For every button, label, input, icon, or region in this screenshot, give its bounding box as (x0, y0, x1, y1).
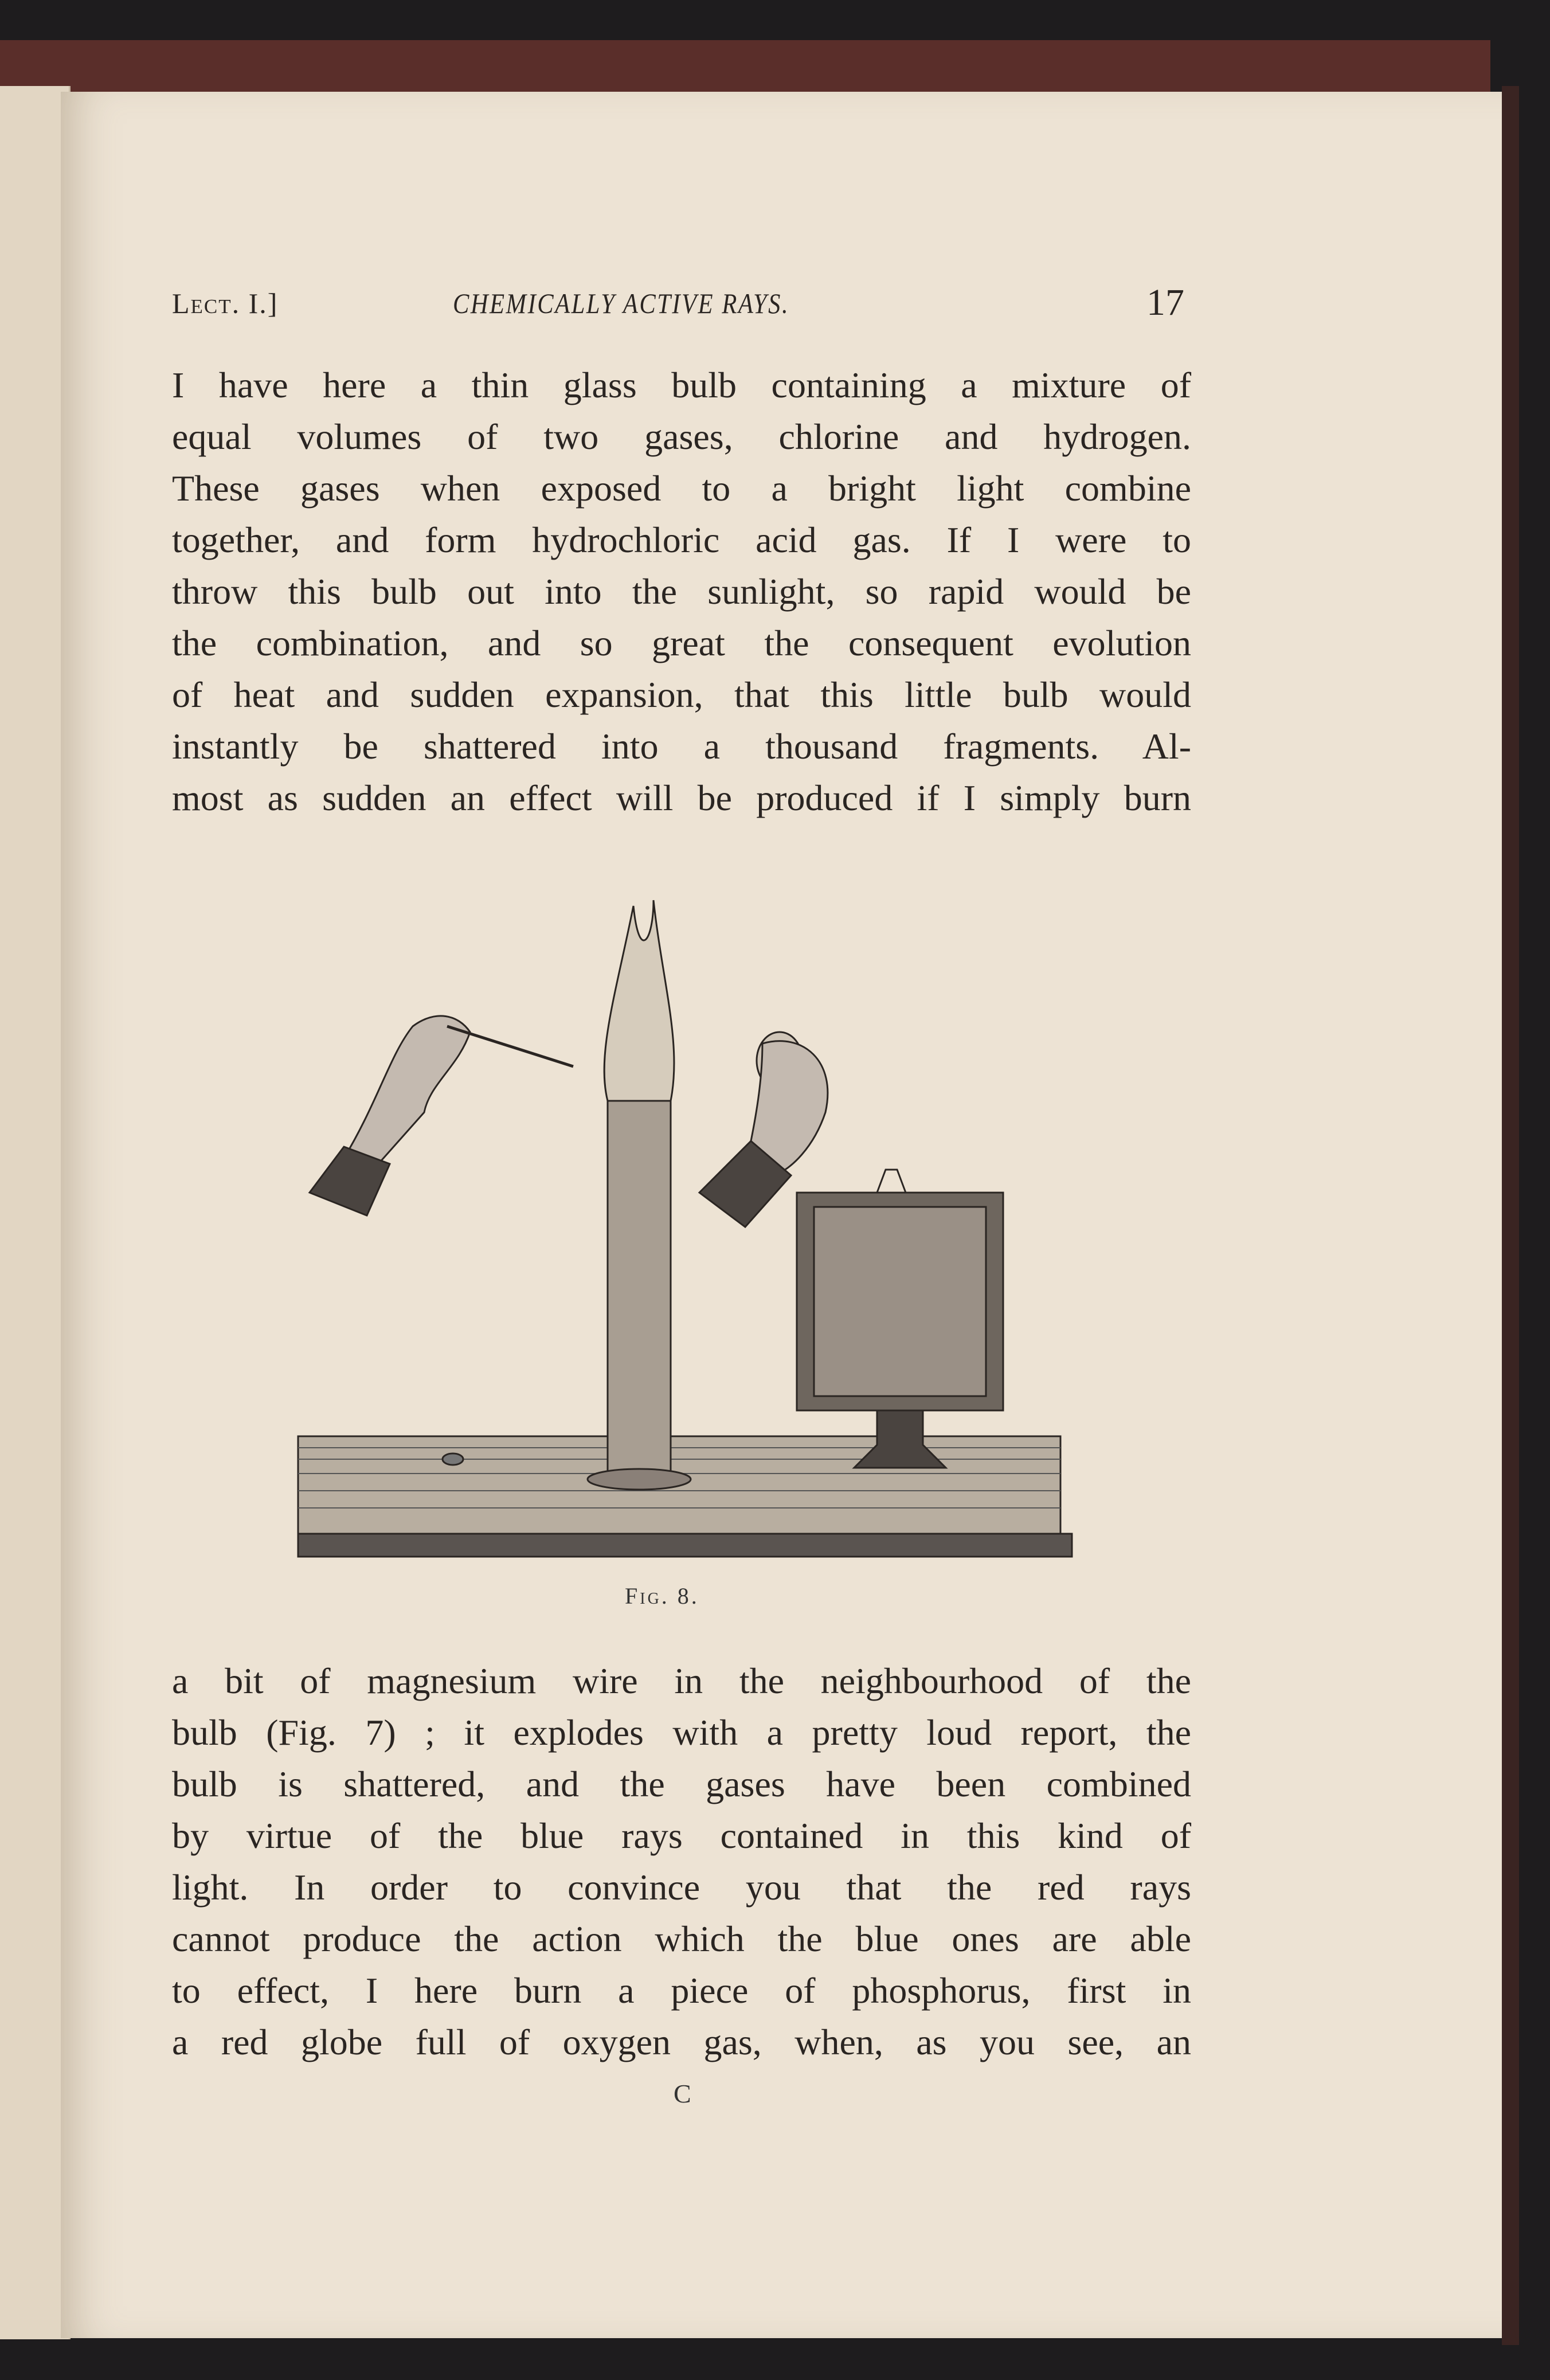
text-line: together, and form hydrochloric acid gas. If I were to (172, 519, 1191, 560)
text-line: to effect, I here burn a piece of phosphorus, first in (172, 1970, 1191, 2011)
text-line: of heat and sudden expansion, that this little bulb would (172, 674, 1191, 715)
text-line: the combination, and so great the consequent evolution (172, 623, 1191, 663)
text-line: bulb is shattered, and the gases have been combined (172, 1764, 1191, 1804)
text-line: These gases when exposed to a bright light combine (172, 468, 1191, 509)
figure-caption: Fig. 8. (625, 1583, 699, 1609)
text-line: equal volumes of two gases, chlorine and hydrogen. (172, 416, 1191, 457)
left-hand (344, 1016, 470, 1164)
text-line: I have here a thin glass bulb containing a mixture of (172, 365, 1191, 405)
facing-page-edge (0, 86, 71, 2339)
text-line: by virtue of the blue rays contained in this kind of (172, 1815, 1191, 1856)
text-line: instantly be shattered into a thousand fragments. Al- (172, 726, 1191, 767)
signature-mark: C (674, 2079, 691, 2108)
figure-8-illustration (287, 894, 1089, 1588)
running-head-lecture: Lect. I.] (172, 287, 279, 319)
glass-cylinder (608, 1101, 671, 1479)
running-head-title: CHEMICALLY ACTIVE RAYS. (453, 287, 790, 319)
flame (604, 900, 674, 1101)
text-line: light. In order to convince you that the red rays (172, 1867, 1191, 1908)
text-line: most as sudden an effect will be produced if I simply burn (172, 777, 1191, 818)
text-line: bulb (Fig. 7) ; it explodes with a pretty loud report, the (172, 1712, 1191, 1753)
text-line: cannot produce the action which the blue ones are able (172, 1918, 1191, 1959)
text-line: a red globe full of oxygen gas, when, as you see, an (172, 2022, 1191, 2062)
page-number: 17 (1146, 282, 1184, 323)
text-line: a bit of magnesium wire in the neighbourhood of the (172, 1660, 1191, 1701)
book-cover-edge (0, 40, 1490, 97)
text-line: throw this bulb out into the sunlight, so rapid would be (172, 571, 1191, 612)
book-cover-right-edge (1502, 86, 1519, 2345)
